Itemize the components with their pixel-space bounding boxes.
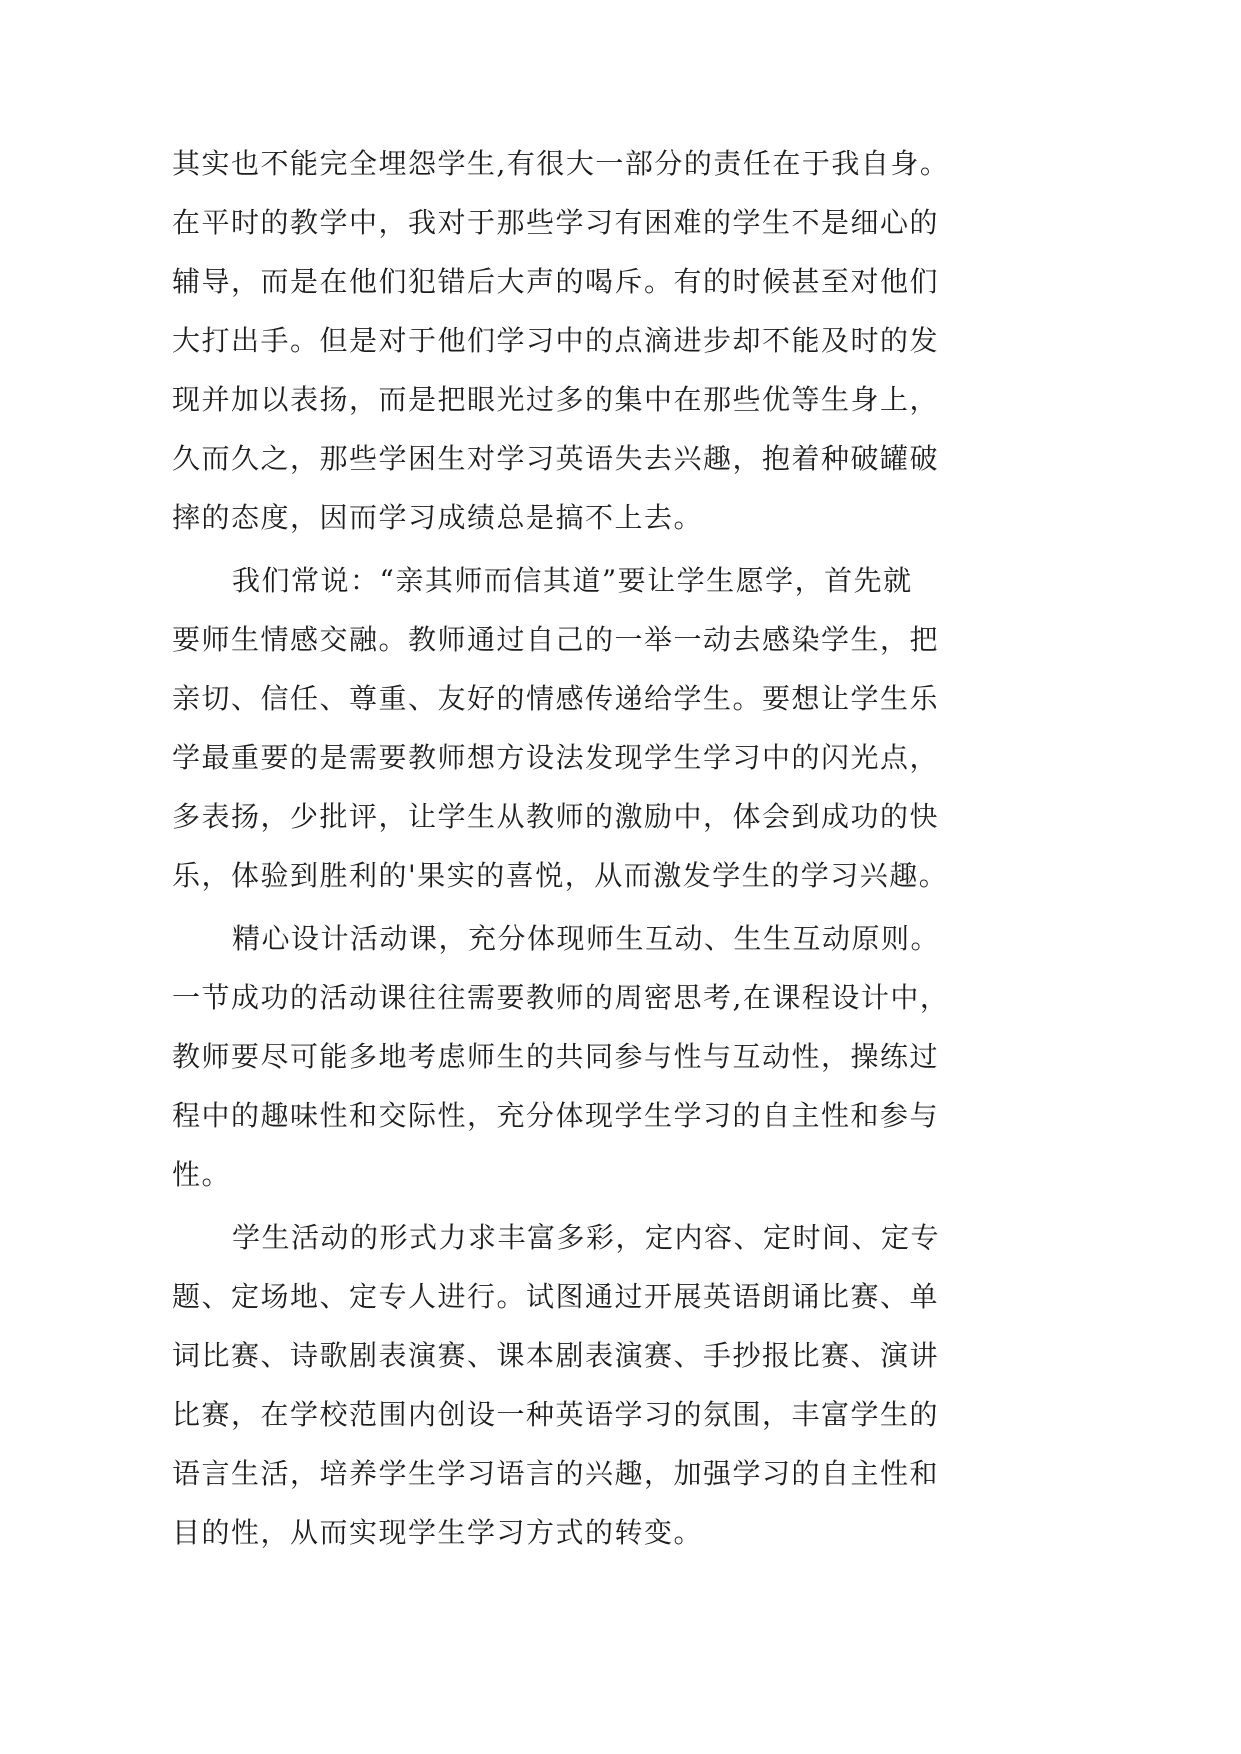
text-line: 比赛，在学校范围内创设一种英语学习的氛围，丰富学生的	[172, 1398, 940, 1431]
text-line: 语言生活，培养学生学习语言的兴趣，加强学习的自主性和	[172, 1457, 940, 1490]
body-text	[172, 134, 1132, 1562]
text-line: 在平时的教学中，我对于那些学习有困难的学生不是细心的	[172, 206, 940, 239]
text-line: 大打出手。但是对于他们学习中的点滴进步却不能及时的发	[172, 324, 940, 357]
text-line: 程中的趣味性和交际性，充分体现学生学习的自主性和参与	[172, 1099, 940, 1132]
text-line: 要师生情感交融。教师通过自己的一举一动去感染学生，把	[172, 623, 940, 656]
text-line: 精心设计活动课，充分体现师生互动、生生互动原则。	[232, 922, 941, 955]
text-line: 久而久之，那些学困生对学习英语失去兴趣，抱着种破罐破	[172, 442, 940, 475]
text-line: 目的性，从而实现学生学习方式的转变。	[172, 1516, 704, 1549]
text-line: 性。	[172, 1158, 232, 1191]
text-line: 学生活动的形式力求丰富多彩，定内容、定时间、定专	[232, 1221, 941, 1254]
text-line: 辅导，而是在他们犯错后大声的喝斥。有的时候甚至对他们	[172, 265, 940, 298]
text-line: 多表扬，少批评，让学生从教师的激励中，体会到成功的快	[172, 800, 940, 833]
text-line: 我们常说：“亲其师而信其道”要让学生愿学，首先就	[232, 564, 913, 597]
text-line: 其实也不能完全埋怨学生,有很大一部分的责任在于我自身。	[172, 147, 950, 180]
text-line: 现并加以表扬，而是把眼光过多的集中在那些优等生身上，	[172, 383, 940, 416]
text-line: 教师要尽可能多地考虑师生的共同参与性与互动性，操练过	[172, 1040, 940, 1073]
text-line: 题、定场地、定专人进行。试图通过开展英语朗诵比赛、单	[172, 1280, 940, 1313]
paragraph-3	[172, 909, 1132, 1204]
text-line: 学最重要的是需要教师想方设法发现学生学习中的闪光点，	[172, 741, 940, 774]
paragraph-2	[172, 551, 1132, 905]
paragraph-4	[172, 1208, 1132, 1562]
text-line: 一节成功的活动课往往需要教师的周密思考,在课程设计中，	[172, 981, 950, 1014]
text-line: 词比赛、诗歌剧表演赛、课本剧表演赛、手抄报比赛、演讲	[172, 1339, 940, 1372]
text-line: 乐，体验到胜利的'果实的喜悦，从而激发学生的学习兴趣。	[172, 859, 949, 892]
text-line: 摔的态度，因而学习成绩总是搞不上去。	[172, 501, 704, 534]
text-line: 亲切、信任、尊重、友好的情感传递给学生。要想让学生乐	[172, 682, 940, 715]
paragraph-1	[172, 134, 1132, 547]
